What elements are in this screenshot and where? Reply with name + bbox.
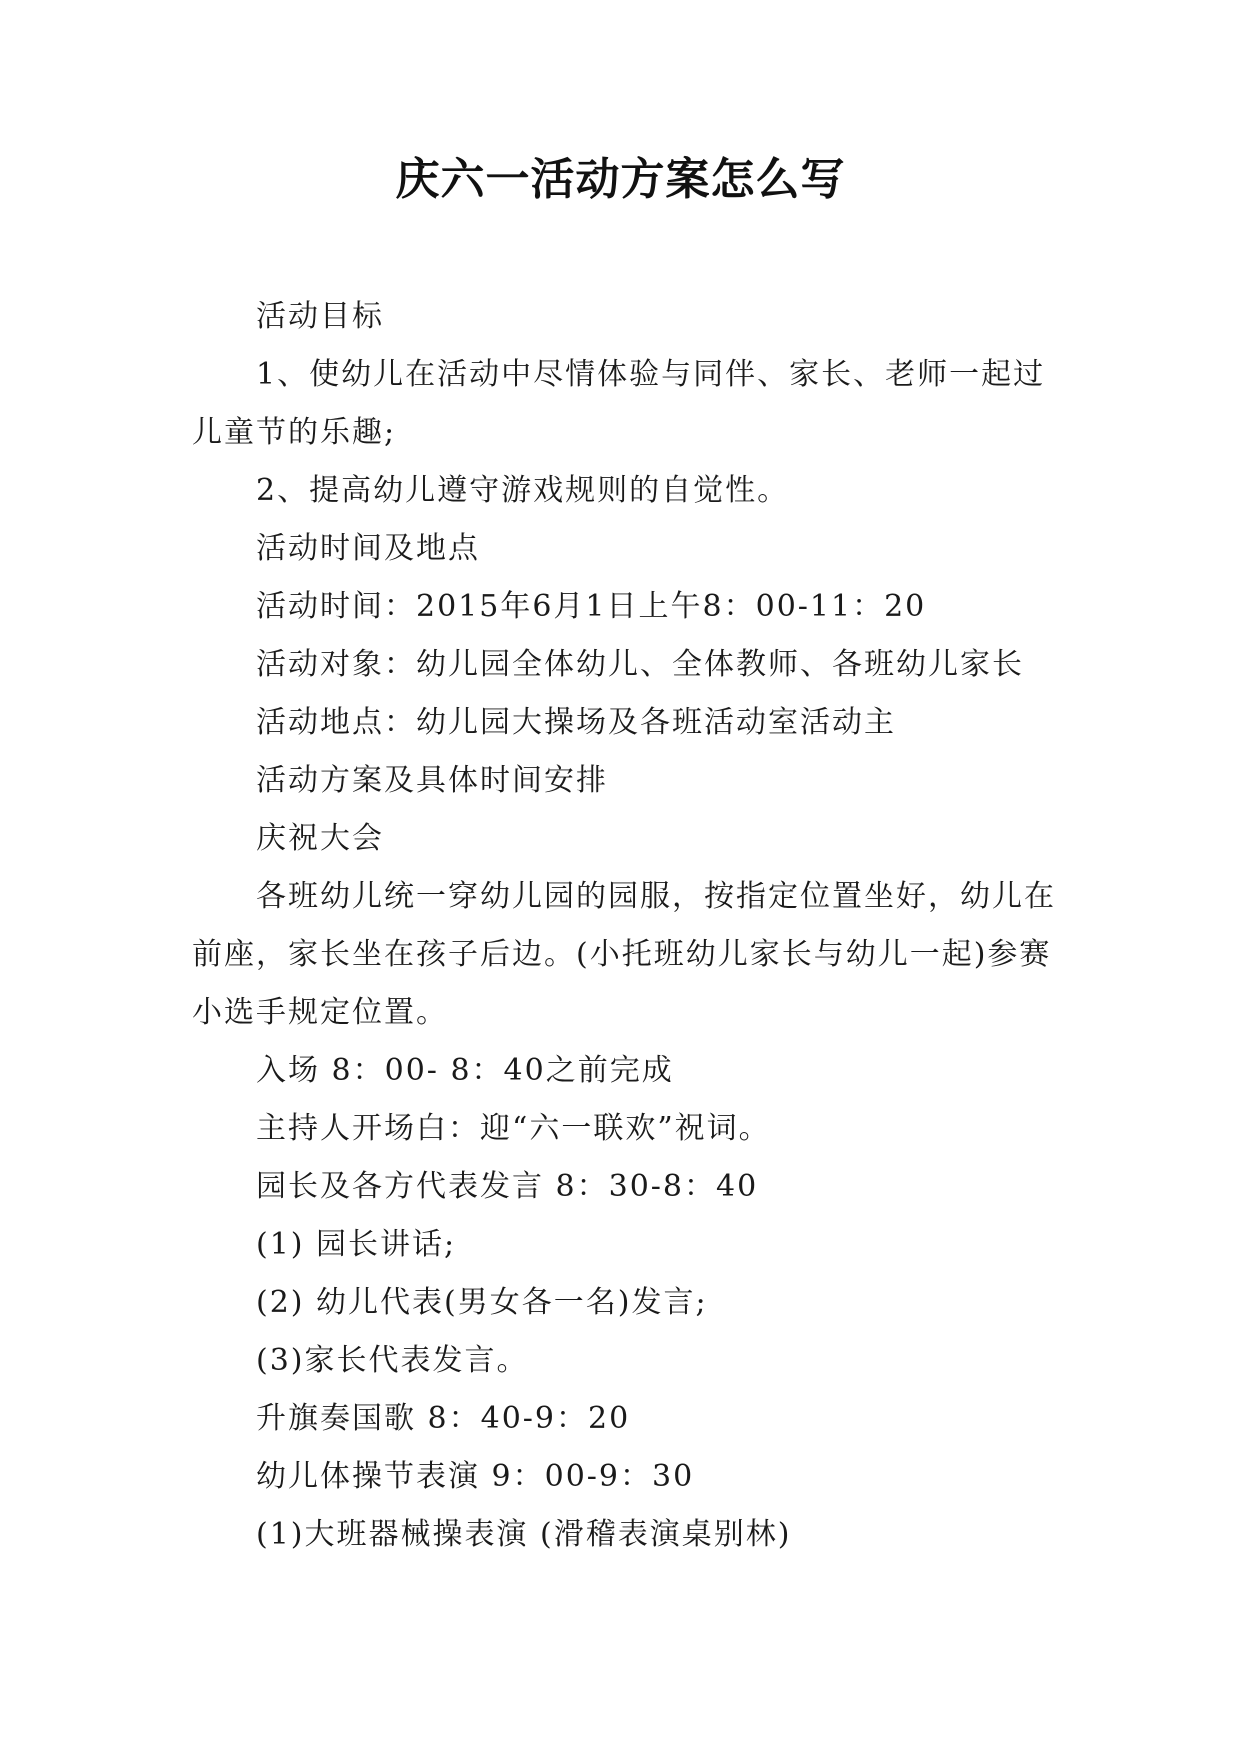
paragraph-activity-time: 活动时间：2015年6月1日上午8：00-11：20 (256, 589, 927, 624)
paragraph-activity-goals-heading: 活动目标 (256, 299, 384, 334)
paragraph-parent-speech: (3)家长代表发言。 (256, 1343, 529, 1378)
paragraph-child-speech: (2) 幼儿代表(男女各一名)发言; (256, 1285, 708, 1320)
paragraph-activity-location: 活动地点：幼儿园大操场及各班活动室活动主 (256, 705, 896, 740)
paragraph-seating-arrangement: 各班幼儿统一穿幼儿园的园服，按指定位置坐好，幼儿在前座，家长坐在孩子后边。(小托班幼儿家长与幼儿一起)参赛小选手规定位置。 (192, 879, 1056, 1030)
paragraph-goal-1: 1、使幼儿在活动中尽情体验与同伴、家长、老师一起过儿童节的乐趣; (192, 357, 1046, 450)
document-title: 庆六一活动方案怎么写 (395, 154, 846, 205)
paragraph-gymnastics: 幼儿体操节表演 9：00-9：30 (256, 1459, 695, 1494)
paragraph-celebration-heading: 庆祝大会 (256, 821, 384, 856)
paragraph-activity-target: 活动对象：幼儿园全体幼儿、全体教师、各班幼儿家长 (256, 647, 1024, 682)
paragraph-principal-speech: (1) 园长讲话; (256, 1227, 457, 1262)
document-body (192, 288, 1062, 1564)
paragraph-time-place-heading: 活动时间及地点 (256, 531, 480, 566)
paragraph-equipment-performance: (1)大班器械操表演 (滑稽表演桌别林) (256, 1517, 792, 1552)
paragraph-speeches: 园长及各方代表发言 8：30-8：40 (256, 1169, 759, 1204)
paragraph-flag-raising: 升旗奏国歌 8：40-9：20 (256, 1401, 631, 1436)
paragraph-schedule-heading: 活动方案及具体时间安排 (256, 763, 608, 798)
paragraph-goal-2: 2、提高幼儿遵守游戏规则的自觉性。 (256, 473, 790, 508)
paragraph-entrance-time: 入场 8：00- 8：40之前完成 (256, 1053, 674, 1088)
paragraph-host-opening: 主持人开场白：迎“六一联欢”祝词。 (256, 1111, 771, 1146)
